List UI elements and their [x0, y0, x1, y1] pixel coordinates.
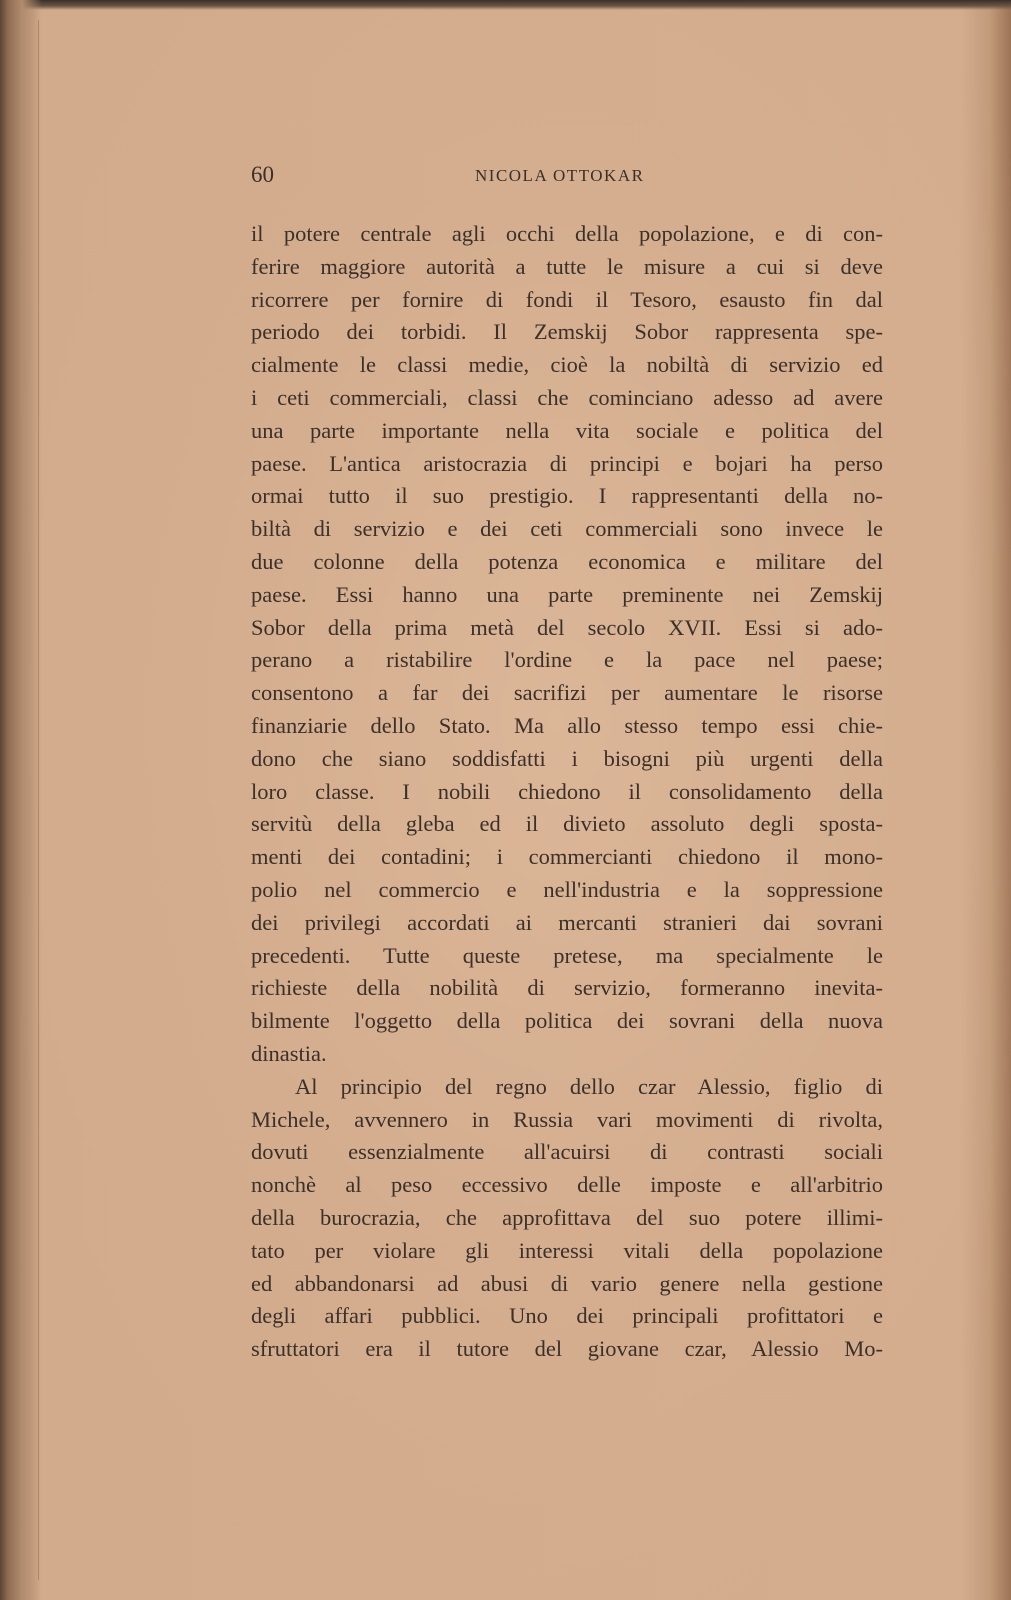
gutter-line	[38, 20, 39, 1580]
text-line: cialmente le classi medie, cioè la nobiltà di servizio ed	[251, 352, 883, 378]
text-line: i ceti commerciali, classi che cominciano adesso ad avere	[251, 384, 883, 410]
text-line: degli affari pubblici. Uno dei principali profittatori e	[251, 1303, 883, 1329]
text-line: perano a ristabilire l'ordine e la pace nel paese;	[251, 647, 883, 673]
body-text	[251, 218, 883, 1366]
text-line: Sobor della prima metà del secolo XVII. Essi si ado-	[251, 614, 883, 640]
text-line: bilmente l'oggetto della politica dei sovrani della nuova	[251, 1008, 883, 1034]
text-line: paese. Essi hanno una parte preminente nei Zemskij	[251, 581, 883, 607]
text-line: sfruttatori era il tutore del giovane czar, Alessio Mo-	[251, 1336, 883, 1362]
text-line: della burocrazia, che approfittava del suo potere illimi-	[251, 1204, 883, 1230]
text-line: due colonne della potenza economica e militare del	[251, 548, 883, 574]
text-line: Michele, avvennero in Russia vari movimenti di rivolta,	[251, 1106, 883, 1132]
text-line: dono che siano soddisfatti i bisogni più urgenti della	[251, 745, 883, 771]
page-header	[251, 162, 881, 192]
text-line: dei privilegi accordati ai mercanti stranieri dai sovrani	[251, 909, 883, 935]
text-line: richieste della nobilità di servizio, formeranno inevita-	[251, 975, 883, 1001]
text-line: polio nel commercio e nell'industria e la soppressione	[251, 876, 883, 902]
text-line: precedenti. Tutte queste pretese, ma specialmente le	[251, 942, 883, 968]
text-line: menti dei contadini; i commercianti chiedono il mono-	[251, 844, 883, 870]
text-line: Al principio del regno dello czar Alessio, figlio di	[295, 1073, 883, 1099]
text-line: una parte importante nella vita sociale e politica del	[251, 417, 883, 443]
text-line: dinastia.	[251, 1040, 327, 1066]
page-number: 60	[251, 162, 274, 187]
text-line: ricorrere per fornire di fondi il Tesoro, esausto fin dal	[251, 286, 883, 312]
page-binding-edge	[0, 0, 42, 1600]
text-line: biltà di servizio e dei ceti commerciali sono invece le	[251, 516, 883, 542]
page-top-edge	[0, 0, 1011, 10]
text-line: loro classe. I nobili chiedono il consolidamento della	[251, 778, 883, 804]
text-line: consentono a far dei sacrifizi per aumentare le risorse	[251, 680, 883, 706]
text-line: ormai tutto il suo prestigio. I rappresentanti della no-	[251, 483, 883, 509]
text-line: nonchè al peso eccessivo delle imposte e all'arbitrio	[251, 1172, 883, 1198]
text-line: paese. L'antica aristocrazia di principi e bojari ha perso	[251, 450, 883, 476]
running-head: NICOLA OTTOKAR	[475, 166, 645, 185]
text-line: ferire maggiore autorità a tutte le misure a cui si deve	[251, 253, 883, 279]
text-line: ed abbandonarsi ad abusi di vario genere nella gestione	[251, 1270, 883, 1296]
text-line: tato per violare gli interessi vitali della popolazione	[251, 1237, 883, 1263]
text-line: finanziarie dello Stato. Ma allo stesso tempo essi chie-	[251, 712, 883, 738]
text-line: servitù della gleba ed il divieto assoluto degli sposta-	[251, 811, 883, 837]
text-line: il potere centrale agli occhi della popolazione, e di con-	[251, 221, 883, 246]
text-line: periodo dei torbidi. Il Zemskij Sobor rappresenta spe-	[251, 319, 883, 345]
text-line: dovuti essenzialmente all'acuirsi di contrasti sociali	[251, 1139, 883, 1165]
